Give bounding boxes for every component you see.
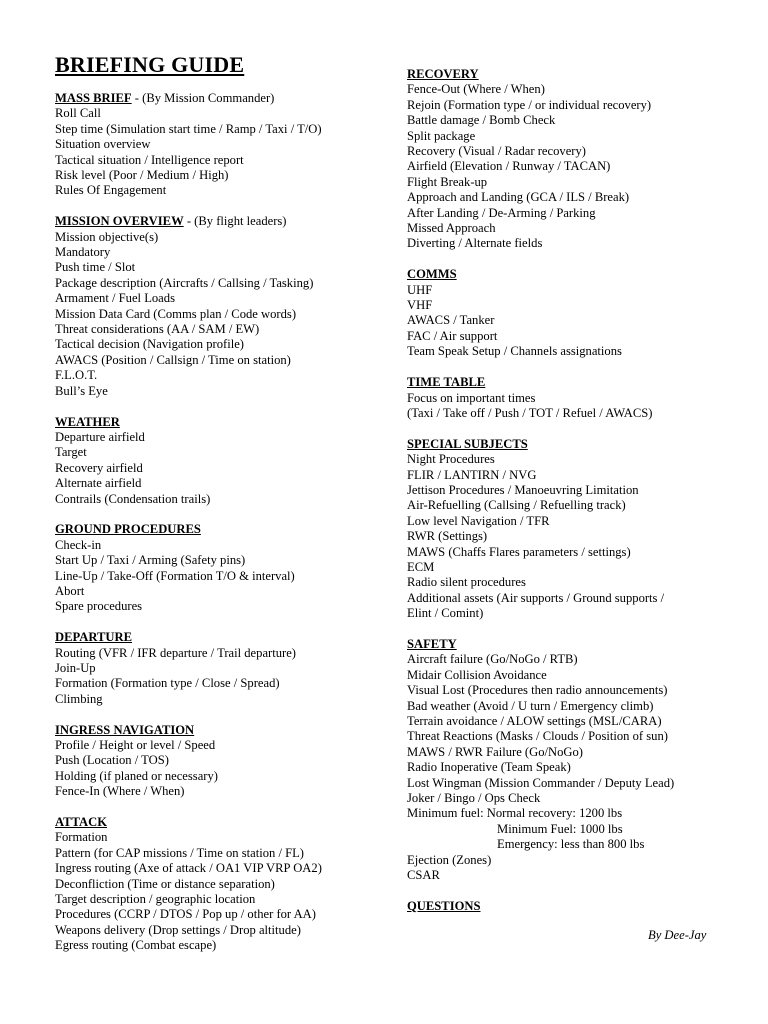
list-item: Procedures (CCRP / DTOS / Pop up / other for AA) — [55, 907, 316, 922]
section-special-subjects — [407, 437, 747, 622]
list-item: VHF — [407, 298, 433, 313]
section-heading-line — [407, 437, 747, 452]
section-heading-line — [55, 214, 395, 229]
section-heading: DEPARTURE — [55, 630, 132, 645]
list-item: MAWS / RWR Failure (Go/NoGo) — [407, 744, 583, 759]
list-item: Target — [55, 445, 87, 460]
list-item: AWACS / Tanker — [407, 313, 495, 328]
list-item: Minimum Fuel: 1000 lbs — [497, 821, 623, 836]
list-item: Visual Lost (Procedures then radio announcements) — [407, 683, 668, 698]
list-item: Contrails (Condensation trails) — [55, 491, 211, 506]
section-heading-line — [407, 899, 747, 914]
section-heading: WEATHER — [55, 414, 120, 429]
list-item: Threat considerations (AA / SAM / EW) — [55, 322, 260, 337]
section-heading: MISSION OVERVIEW — [55, 214, 184, 229]
list-item: Departure airfield — [55, 429, 145, 444]
list-item: Emergency: less than 800 lbs — [497, 837, 645, 852]
list-item: Team Speak Setup / Channels assignations — [407, 344, 622, 359]
list-item: Mission Data Card (Comms plan / Code words) — [55, 306, 297, 321]
list-item: Formation (Formation type / Close / Spread) — [55, 676, 280, 691]
list-item: Step time (Simulation start time / Ramp / Taxi / T/O) — [55, 121, 322, 136]
list-item: Egress routing (Combat escape) — [55, 938, 217, 953]
section-heading: SAFETY — [407, 636, 457, 651]
section-attack — [55, 815, 395, 954]
list-item: Battle damage / Bomb Check — [407, 113, 556, 128]
list-item: Bull’s Eye — [55, 383, 108, 398]
list-item: Aircraft failure (Go/NoGo / RTB) — [407, 652, 578, 667]
list-item: Air-Refuelling (Callsing / Refuelling track) — [407, 498, 626, 513]
list-item: Fence-In (Where / When) — [55, 784, 185, 799]
list-item: Midair Collision Avoidance — [407, 667, 547, 682]
right-column — [407, 67, 747, 930]
list-item: F.L.O.T. — [55, 368, 98, 383]
section-heading: SPECIAL SUBJECTS — [407, 436, 528, 451]
list-item: Radio silent procedures — [407, 575, 526, 590]
list-item: Check-in — [55, 537, 102, 552]
list-item: Mission objective(s) — [55, 229, 159, 244]
section-heading-line — [55, 630, 395, 645]
document-title: BRIEFING GUIDE — [55, 52, 245, 77]
left-column — [55, 91, 395, 969]
section-heading: ATTACK — [55, 815, 108, 829]
list-item: Tactical decision (Navigation profile) — [55, 337, 244, 352]
list-item: Situation overview — [55, 137, 151, 152]
list-item: Terrain avoidance / ALOW settings (MSL/CARA) — [407, 714, 662, 728]
list-item: Minimum fuel: Normal recovery: 1200 lbs — [407, 806, 623, 821]
section-heading-note: - (By flight leaders) — [183, 214, 287, 229]
list-item: Holding (if planed or necessary) — [55, 768, 218, 783]
section-ingress-navigation — [55, 723, 395, 800]
section-ground-procedures — [55, 522, 395, 614]
list-item: RWR (Settings) — [407, 529, 488, 544]
list-item: Elint / Comint) — [407, 606, 484, 621]
list-item: FAC / Air support — [407, 328, 498, 343]
section-heading-line — [407, 375, 747, 390]
section-heading-line — [55, 91, 395, 106]
list-item: Start Up / Taxi / Arming (Safety pins) — [55, 553, 246, 568]
list-item: Recovery airfield — [55, 460, 143, 475]
list-item: UHF — [407, 282, 433, 297]
section-heading: TIME TABLE — [407, 375, 486, 390]
list-item: ECM — [407, 559, 435, 574]
section-mass-brief — [55, 91, 395, 199]
section-heading-line — [407, 267, 747, 282]
section-heading-line — [55, 415, 395, 430]
list-item: Join-Up — [55, 660, 96, 675]
list-item: After Landing / De-Arming / Parking — [407, 205, 596, 220]
list-item: Push (Location / TOS) — [55, 753, 169, 768]
list-item: AWACS (Position / Callsign / Time on station) — [55, 352, 291, 367]
section-heading: GROUND PROCEDURES — [55, 522, 201, 537]
section-heading: QUESTIONS — [407, 898, 481, 913]
list-item: Split package — [407, 128, 476, 143]
section-time-table — [407, 375, 747, 421]
list-item: Weapons delivery (Drop settings / Drop altitude) — [55, 922, 301, 937]
list-item: Jettison Procedures / Manoeuvring Limitation — [407, 482, 639, 497]
list-item: Package description (Aircrafts / Callsing / Tasking) — [55, 275, 314, 290]
list-item: Abort — [55, 583, 85, 598]
list-item: Push time / Slot — [55, 260, 136, 275]
section-heading-line — [55, 522, 395, 537]
list-item: Recovery (Visual / Radar recovery) — [407, 144, 586, 159]
list-item: Airfield (Elevation / Runway / TACAN) — [407, 159, 611, 174]
list-item: Lost Wingman (Mission Commander / Deputy Lead) — [407, 775, 675, 790]
list-item: Target description / geographic location — [55, 892, 256, 907]
list-item: Approach and Landing (GCA / ILS / Break) — [407, 190, 630, 205]
section-heading-line — [55, 815, 395, 830]
list-item: Diverting / Alternate fields — [407, 236, 543, 251]
list-item: (Taxi / Take off / Push / TOT / Refuel / AWACS) — [407, 405, 653, 420]
list-item: Armament / Fuel Loads — [55, 291, 175, 306]
list-item: Climbing — [55, 691, 103, 706]
section-comms — [407, 267, 747, 359]
list-item: Additional assets (Air supports / Ground supports / — [407, 590, 665, 605]
list-item: Spare procedures — [55, 599, 143, 614]
list-item: Routing (VFR / IFR departure / Trail departure) — [55, 645, 297, 660]
section-recovery — [407, 67, 747, 252]
list-item: Alternate airfield — [55, 476, 142, 491]
list-item: MAWS (Chaffs Flares parameters / settings) — [407, 544, 631, 559]
list-item: Fence-Out (Where / When) — [407, 82, 545, 97]
list-item: Missed Approach — [407, 221, 496, 236]
section-heading-note: - (By Mission Commander) — [131, 91, 275, 105]
list-item: Tactical situation / Intelligence report — [55, 152, 244, 167]
list-item: Rejoin (Formation type / or individual recovery) — [407, 97, 652, 112]
list-item: FLIR / LANTIRN / NVG — [407, 467, 537, 482]
section-heading: RECOVERY — [407, 67, 479, 81]
list-item: Mandatory — [55, 245, 111, 260]
section-weather — [55, 415, 395, 507]
list-item: Threat Reactions (Masks / Clouds / Position of sun) — [407, 729, 668, 744]
list-item: Joker / Bingo / Ops Check — [407, 791, 541, 806]
list-item: Roll Call — [55, 106, 101, 121]
list-item: Line-Up / Take-Off (Formation T/O & interval) — [55, 568, 295, 583]
section-departure — [55, 630, 395, 707]
list-item: Profile / Height or level / Speed — [55, 737, 216, 752]
list-item: Formation — [55, 830, 108, 845]
section-safety — [407, 637, 747, 884]
list-item: CSAR — [407, 868, 440, 883]
list-item: Flight Break-up — [407, 174, 488, 189]
list-item: Ejection (Zones) — [407, 852, 492, 867]
section-heading: MASS BRIEF — [55, 91, 132, 105]
list-item: Focus on important times — [407, 390, 536, 405]
list-item: Radio Inoperative (Team Speak) — [407, 760, 571, 775]
section-heading-line — [55, 723, 395, 738]
section-heading-line — [407, 67, 747, 82]
list-item: Rules Of Engagement — [55, 183, 167, 198]
section-heading: INGRESS NAVIGATION — [55, 722, 195, 737]
section-heading-line — [407, 637, 747, 652]
section-questions — [407, 899, 747, 914]
list-item: Ingress routing (Axe of attack / OA1 VIP VRP OA2) — [55, 861, 322, 876]
list-item: Low level Navigation / TFR — [407, 513, 550, 528]
section-mission-overview — [55, 214, 395, 399]
list-item: Risk level (Poor / Medium / High) — [55, 168, 229, 183]
author-signature: By Dee-Jay — [648, 928, 707, 942]
list-item: Pattern (for CAP missions / Time on station / FL) — [55, 845, 304, 860]
section-heading: COMMS — [407, 267, 457, 282]
list-item: Night Procedures — [407, 452, 495, 467]
list-item: Bad weather (Avoid / U turn / Emergency climb) — [407, 698, 654, 713]
list-item: Deconfliction (Time or distance separation) — [55, 876, 275, 891]
